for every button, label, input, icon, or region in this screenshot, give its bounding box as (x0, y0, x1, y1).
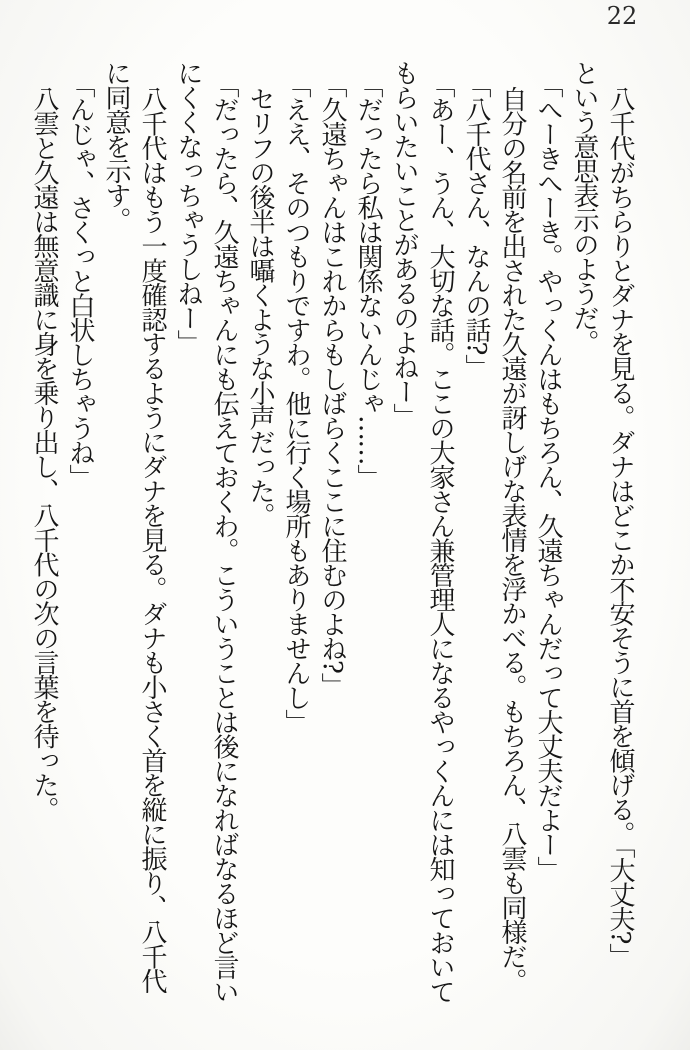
text-line: 自分の名前を出された久遠が訝しげな表情を浮かべる。もちろん、八雲も同様だ。 (497, 86, 527, 993)
text-line: 八千代がちらりとダナを見る。ダナはどこか不安そうに首を傾げる。「大丈夫?」 (605, 86, 635, 968)
text-line: 「んじゃ、さくっと白状しちゃうね」 (65, 71, 95, 489)
text-line: 八雲と久遠は無意識に身を乗り出し、八千代の次の言葉を待った。 (29, 86, 59, 821)
text-line: セリフの後半は囁くような小声だった。 (245, 86, 275, 527)
text-line: に同意を示す。 (101, 60, 131, 232)
text-line: 「へーきへーき。やっくんはもちろん、久遠ちゃんだって大丈夫だよー」 (533, 71, 563, 881)
text-columns (26, 60, 638, 1050)
text-line: 「ええ、そのつもりですわ。他に行く場所もありませんし」 (281, 71, 311, 734)
text-line: 「だったら私は関係ないんじゃ……」 (353, 71, 383, 489)
text-line: 八千代はもう一度確認するようにダナを見る。ダナも小さく首を縦に振り、八千代 (137, 86, 167, 993)
page-number: 22 (606, 2, 638, 30)
text-line: もらいたいことがあるのよねー」 (389, 60, 419, 428)
text-line: 「久遠ちゃんはこれからもしばらくここに住むのよね?」 (317, 71, 347, 697)
text-line: にくくなっちゃうしねー」 (173, 60, 203, 354)
text-line: 「八千代さん、なんの話?」 (461, 71, 491, 379)
text-line: 「だったら、久遠ちゃんにも伝えておくわ。こういうことは後になればなるほど言い (209, 71, 239, 1003)
text-line: 「あー、うん、大切な話。ここの大家さん兼管理人になるやっくんには知っておいて (425, 71, 455, 1003)
text-line: という意思表示のようだ。 (569, 60, 599, 354)
